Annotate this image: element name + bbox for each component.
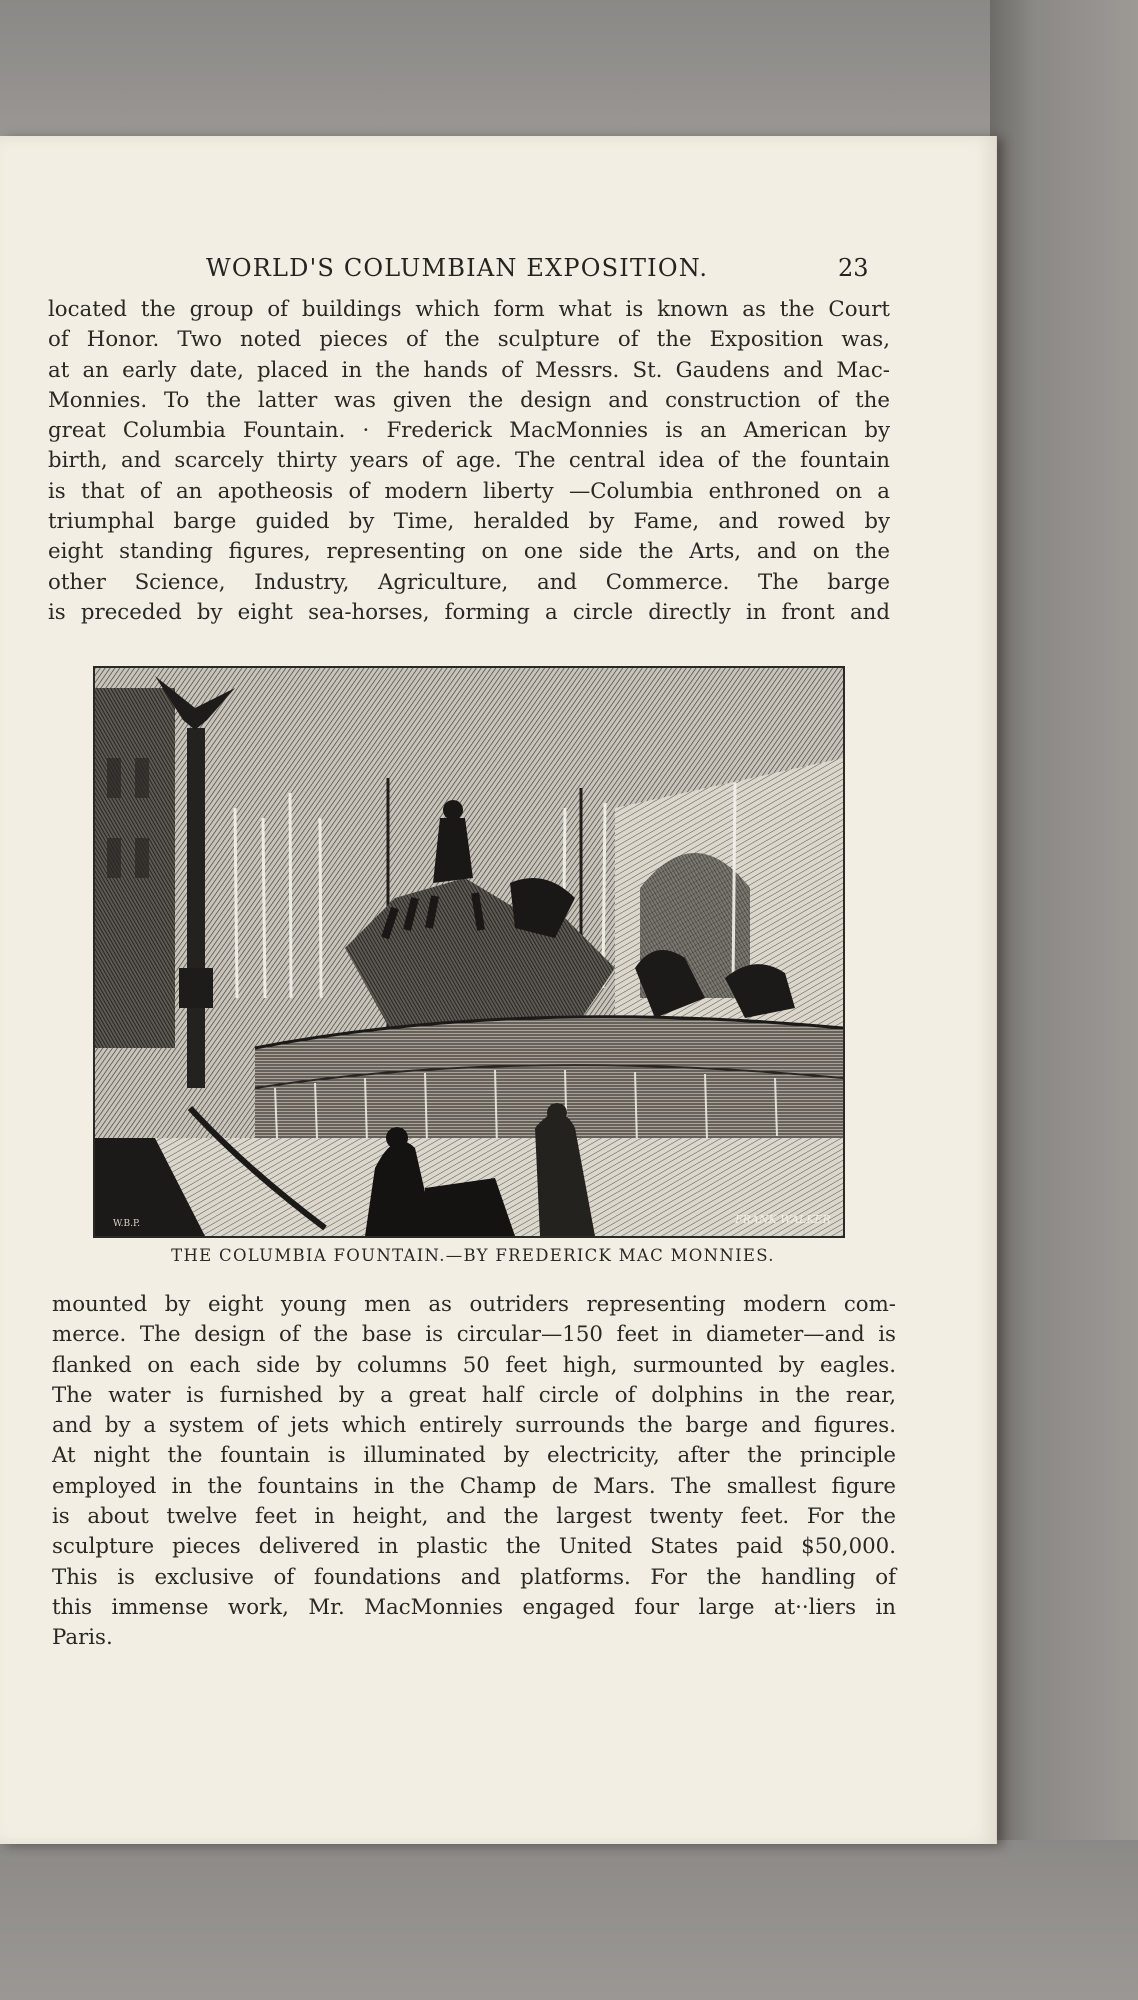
- text-line: employed in the fountains in the Champ de Mars. The smallest figure: [52, 1473, 896, 1499]
- artist-signature: FRANK WALKER: [735, 1213, 831, 1226]
- running-head: WORLD'S COLUMBIAN EXPOSITION.: [206, 254, 709, 282]
- background-top: [0, 0, 1138, 140]
- text-line: Paris.: [52, 1625, 113, 1651]
- text-line: at an early date, placed in the hands of Messrs. St. Gaudens and Mac-: [48, 357, 890, 383]
- text-line: Monnies. To the latter was given the design and construction of the: [48, 387, 890, 413]
- text-line: sculpture pieces delivered in plastic the United States paid $50,000.: [52, 1534, 896, 1560]
- engraver-monogram: W.B.P.: [113, 1219, 141, 1229]
- paragraph-1: [48, 295, 890, 628]
- text-line: is about twelve feet in height, and the largest twenty feet. For the: [52, 1504, 896, 1530]
- text-line: eight standing figures, representing on one side the Arts, and on the: [48, 539, 890, 565]
- text-line: triumphal barge guided by Time, heralded by Fame, and rowed by: [48, 509, 890, 535]
- text-line: great Columbia Fountain. · Frederick MacMonnies is an American by: [48, 418, 890, 444]
- text-line: located the group of buildings which form what is known as the Court: [48, 297, 890, 322]
- page-number: 23: [838, 254, 869, 282]
- text-line: merce. The design of the base is circular—150 feet in diameter—and is: [52, 1322, 896, 1348]
- text-line: this immense work, Mr. MacMonnies engaged four large at··liers in: [52, 1594, 896, 1620]
- text-line: other Science, Industry, Agriculture, and Commerce. The barge: [48, 569, 890, 595]
- text-line: birth, and scarcely thirty years of age. The central idea of the fountain: [48, 448, 890, 474]
- paragraph-2: [52, 1290, 896, 1654]
- fountain-engraving: [93, 666, 845, 1238]
- eagle-column: [187, 728, 205, 1088]
- background-bottom: [0, 1840, 1138, 2000]
- text-line: The water is furnished by a great half circle of dolphins in the rear,: [52, 1382, 896, 1408]
- text-line: flanked on each side by columns 50 feet high, surmounted by eagles.: [52, 1352, 896, 1378]
- text-line: mounted by eight young men as outriders representing modern com-: [52, 1292, 896, 1317]
- text-line: This is exclusive of foundations and platforms. For the handling of: [52, 1564, 896, 1590]
- figure-caption: THE COLUMBIA FOUNTAIN.—BY FREDERICK MAC MONNIES.: [171, 1246, 775, 1265]
- text-line: is that of an apotheosis of modern liberty —Columbia enthroned on a: [48, 478, 890, 504]
- text-line: of Honor. Two noted pieces of the sculpture of the Exposition was,: [48, 327, 890, 353]
- text-line: is preceded by eight sea-horses, forming a circle directly in front and: [48, 599, 890, 625]
- text-line: At night the fountain is illuminated by electricity, after the principle: [52, 1443, 896, 1469]
- background-right: [990, 0, 1138, 2000]
- text-line: and by a system of jets which entirely surrounds the barge and figures.: [52, 1413, 896, 1439]
